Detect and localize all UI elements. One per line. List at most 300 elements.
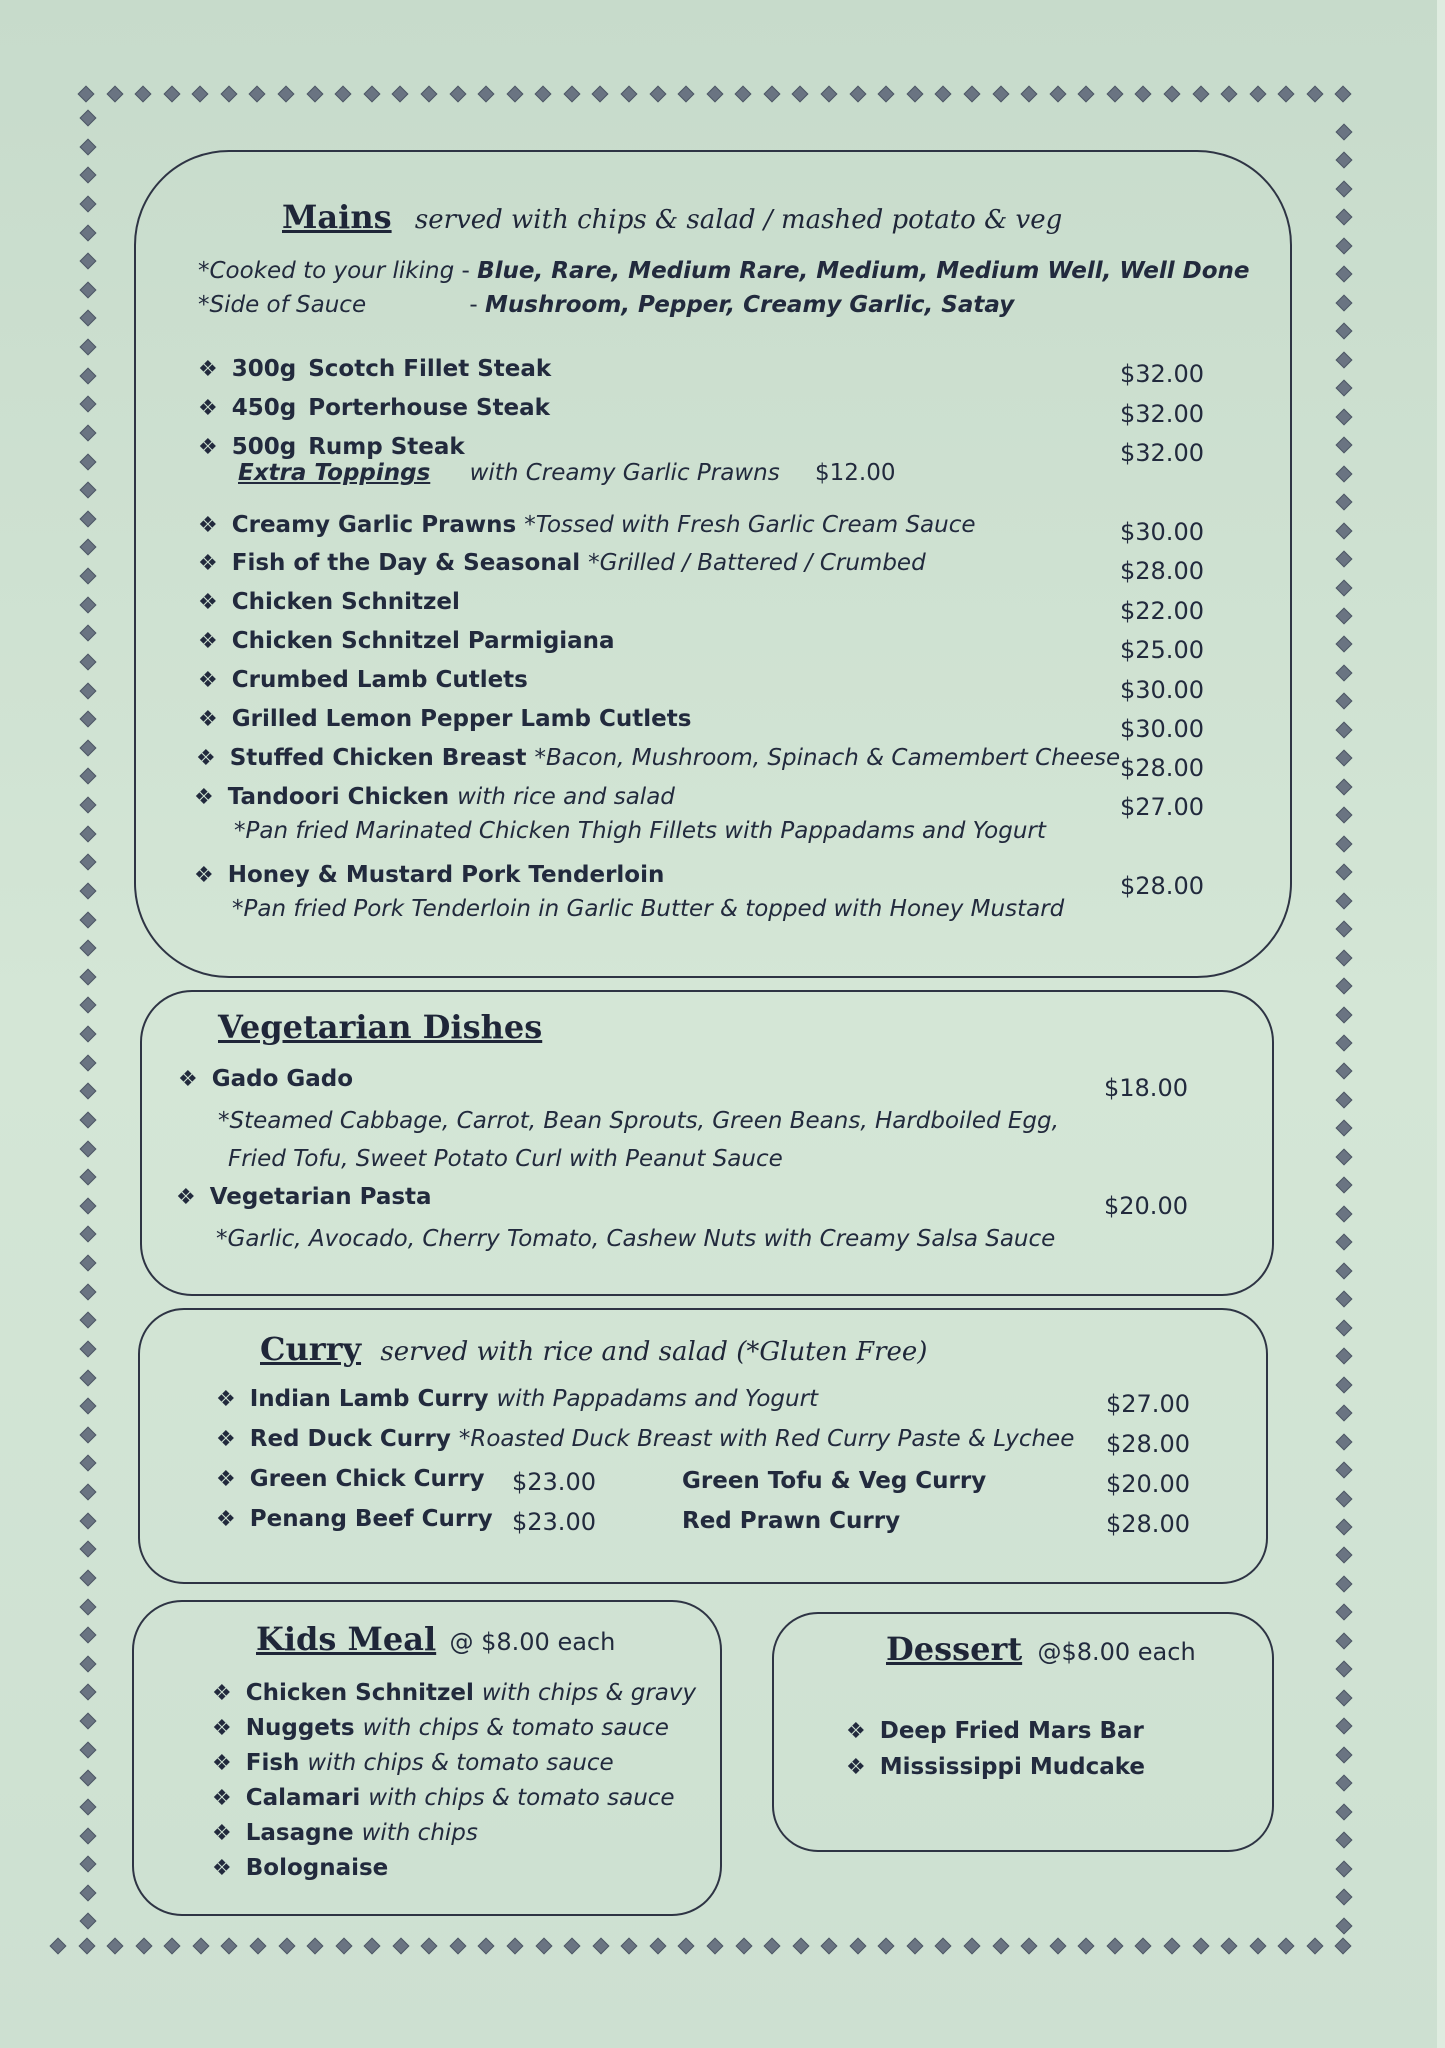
diamond-ornament <box>80 911 97 928</box>
diamond-ornament <box>80 110 97 127</box>
kids-price-note: @ $8.00 each <box>449 1628 616 1656</box>
diamond-ornament <box>335 1938 352 1955</box>
item-price: $25.00 <box>1120 636 1204 664</box>
item-name: Crumbed Lamb Cutlets <box>231 667 528 693</box>
diamond-ornament <box>592 86 609 103</box>
dessert-price-note: @$8.00 each <box>1037 1638 1196 1666</box>
item-name: Bolognaise <box>245 1855 389 1881</box>
bullet-icon: ❖ <box>198 513 218 538</box>
diamond-ornament <box>80 1197 97 1214</box>
mains-item <box>198 706 691 732</box>
kids-title: Kids Meal <box>256 1620 437 1658</box>
diamond-border-top <box>80 88 1350 100</box>
diamond-ornament <box>1336 1376 1353 1393</box>
diamond-ornament <box>163 86 180 103</box>
diamond-ornament <box>1336 1063 1353 1080</box>
item-price: $27.00 <box>1106 1390 1190 1418</box>
diamond-ornament <box>763 86 780 103</box>
diamond-ornament <box>80 339 97 356</box>
diamond-ornament <box>535 86 552 103</box>
diamond-ornament <box>1336 1462 1353 1479</box>
item-price: $23.00 <box>512 1508 596 1536</box>
diamond-ornament <box>592 1938 609 1955</box>
cooking-note-label: *Cooked to your liking <box>198 258 455 284</box>
diamond-ornament <box>1336 807 1353 824</box>
item-desc: with rice and salad <box>457 784 675 810</box>
diamond-ornament <box>80 1312 97 1329</box>
diamond-ornament <box>363 86 380 103</box>
item-weight: 300g <box>231 356 297 382</box>
item-desc: with chips & gravy <box>481 1680 697 1706</box>
diamond-ornament <box>80 1713 97 1730</box>
item-name: Honey & Mustard Pork Tenderloin <box>227 862 665 888</box>
diamond-ornament <box>1163 86 1180 103</box>
bullet-icon: ❖ <box>846 1755 866 1780</box>
diamond-ornament <box>735 1938 752 1955</box>
diamond-ornament <box>1336 949 1353 966</box>
diamond-ornament <box>392 86 409 103</box>
bullet-icon: ❖ <box>212 1786 232 1811</box>
diamond-ornament <box>1336 664 1353 681</box>
item-desc: *Bacon, Mushroom, Spinach & Camembert Cheese <box>534 745 1121 771</box>
diamond-ornament <box>80 1541 97 1558</box>
item-price-second: $20.00 <box>1106 1470 1190 1498</box>
diamond-ornament <box>1336 1234 1353 1251</box>
diamond-ornament <box>80 1884 97 1901</box>
bullet-icon: ❖ <box>212 1821 232 1846</box>
item-name: Chicken Schnitzel Parmigiana <box>231 628 615 654</box>
diamond-ornament <box>80 968 97 985</box>
extra-toppings-desc: with Creamy Garlic Prawns <box>469 460 780 486</box>
diamond-ornament <box>649 1938 666 1955</box>
mains-item <box>198 512 976 538</box>
diamond-ornament <box>80 940 97 957</box>
diamond-ornament <box>1336 1035 1353 1052</box>
diamond-ornament <box>80 310 97 327</box>
dessert-item <box>846 1754 1145 1780</box>
diamond-ornament <box>80 1398 97 1415</box>
diamond-ornament <box>80 482 97 499</box>
diamond-ornament <box>135 1938 152 1955</box>
item-name: Porterhouse Steak <box>308 395 550 421</box>
diamond-ornament <box>678 86 695 103</box>
diamond-ornament <box>1078 86 1095 103</box>
diamond-ornament <box>849 1938 866 1955</box>
item-name: Penang Beef Curry <box>249 1506 493 1532</box>
diamond-ornament <box>278 86 295 103</box>
diamond-ornament <box>1249 1938 1266 1955</box>
diamond-ornament <box>80 1140 97 1157</box>
item-name: Fish of the Day & Seasonal <box>231 550 581 576</box>
diamond-ornament <box>80 1026 97 1043</box>
diamond-ornament <box>80 1283 97 1300</box>
diamond-ornament <box>80 711 97 728</box>
bullet-icon: ❖ <box>198 590 218 615</box>
mains-item <box>198 434 465 460</box>
item-weight: 500g <box>231 434 297 460</box>
diamond-ornament <box>1336 494 1353 511</box>
diamond-ornament <box>1306 86 1323 103</box>
curry-header <box>260 1330 927 1368</box>
diamond-ornament <box>1135 1938 1152 1955</box>
diamond-ornament <box>50 1938 67 1955</box>
diamond-ornament <box>278 1938 295 1955</box>
item-price: $28.00 <box>1120 872 1204 900</box>
diamond-ornament <box>1106 1938 1123 1955</box>
diamond-ornament <box>1278 1938 1295 1955</box>
diamond-ornament <box>80 653 97 670</box>
sauce-note <box>198 292 1014 318</box>
diamond-ornament <box>80 281 97 298</box>
diamond-ornament <box>392 1938 409 1955</box>
diamond-ornament <box>1135 86 1152 103</box>
item-name: Grilled Lemon Pepper Lamb Cutlets <box>231 706 692 732</box>
dessert-item <box>846 1718 1144 1744</box>
diamond-ornament <box>1106 86 1123 103</box>
vegetarian-title: Vegetarian Dishes <box>218 1008 543 1046</box>
mains-item <box>198 395 550 421</box>
mains-item <box>198 589 460 615</box>
diamond-ornament <box>992 1938 1009 1955</box>
diamond-ornament <box>80 1484 97 1501</box>
diamond-ornament <box>80 682 97 699</box>
diamond-ornament <box>1336 1518 1353 1535</box>
diamond-ornament <box>478 86 495 103</box>
mains-item <box>194 784 675 810</box>
curry-title: Curry <box>260 1330 362 1368</box>
diamond-ornament <box>80 1827 97 1844</box>
bullet-icon: ❖ <box>196 746 216 771</box>
diamond-ornament <box>80 882 97 899</box>
item-price-second: $28.00 <box>1106 1510 1190 1538</box>
diamond-ornament <box>80 1169 97 1186</box>
diamond-ornament <box>1336 1689 1353 1706</box>
diamond-ornament <box>1336 209 1353 226</box>
diamond-ornament <box>1336 351 1353 368</box>
vegetarian-item <box>178 1066 353 1092</box>
diamond-ornament <box>1336 579 1353 596</box>
diamond-ornament <box>307 1938 324 1955</box>
mains-header <box>282 198 1062 236</box>
diamond-ornament <box>80 997 97 1014</box>
diamond-ornament <box>1336 323 1353 340</box>
diamond-ornament <box>220 86 237 103</box>
item-price: $28.00 <box>1120 754 1204 782</box>
diamond-ornament <box>1336 1262 1353 1279</box>
diamond-ornament <box>335 86 352 103</box>
diamond-ornament <box>564 1938 581 1955</box>
extra-toppings-price: $12.00 <box>815 460 896 486</box>
diamond-ornament <box>992 86 1009 103</box>
item-name: Nuggets <box>245 1715 355 1741</box>
diamond-ornament <box>1336 1091 1353 1108</box>
item-name: Stuffed Chicken Breast <box>229 745 527 771</box>
diamond-ornament <box>1336 921 1353 938</box>
pork-note: *Pan fried Pork Tenderloin in Garlic Butter & topped with Honey Mustard <box>232 896 1065 922</box>
diamond-ornament <box>1021 86 1038 103</box>
diamond-ornament <box>1336 864 1353 881</box>
diamond-ornament <box>1336 1205 1353 1222</box>
item-name: Scotch Fillet Steak <box>308 356 552 382</box>
diamond-ornament <box>1336 1120 1353 1137</box>
diamond-ornament <box>1049 86 1066 103</box>
diamond-ornament <box>1249 86 1266 103</box>
mains-item <box>198 356 551 382</box>
diamond-ornament <box>906 86 923 103</box>
diamond-ornament <box>1021 1938 1038 1955</box>
diamond-ornament <box>1336 124 1353 141</box>
diamond-ornament <box>706 1938 723 1955</box>
mains-item <box>194 862 664 888</box>
diamond-ornament <box>1336 1490 1353 1507</box>
diamond-ornament <box>1336 835 1353 852</box>
item-name: Red Duck Curry <box>249 1426 451 1452</box>
diamond-ornament <box>80 224 97 241</box>
item-price: $30.00 <box>1120 715 1204 743</box>
diamond-ornament <box>678 1938 695 1955</box>
diamond-ornament <box>306 86 323 103</box>
diamond-ornament <box>935 86 952 103</box>
mains-subtitle: served with chips & salad / mashed potato & veg <box>414 205 1063 235</box>
diamond-ornament <box>80 625 97 642</box>
vegetarian-item <box>176 1184 432 1210</box>
diamond-ornament <box>78 1938 95 1955</box>
diamond-ornament <box>1278 86 1295 103</box>
diamond-ornament <box>364 1938 381 1955</box>
item-desc: with chips & tomato sauce <box>368 1785 675 1811</box>
diamond-ornament <box>80 424 97 441</box>
item-price: $28.00 <box>1106 1430 1190 1458</box>
item-name: Mississippi Mudcake <box>879 1754 1146 1780</box>
bullet-icon: ❖ <box>212 1681 232 1706</box>
diamond-ornament <box>107 1938 124 1955</box>
diamond-ornament <box>821 1938 838 1955</box>
kids-item <box>212 1750 614 1776</box>
kids-item <box>212 1785 675 1811</box>
item-name: Indian Lamb Curry <box>249 1386 489 1412</box>
diamond-ornament <box>80 1655 97 1672</box>
diamond-ornament <box>449 1938 466 1955</box>
bullet-icon: ❖ <box>212 1716 232 1741</box>
diamond-ornament <box>535 1938 552 1955</box>
diamond-ornament <box>249 1938 266 1955</box>
sauce-note-sep: - <box>469 292 478 318</box>
diamond-ornament <box>80 195 97 212</box>
diamond-ornament <box>1336 180 1353 197</box>
diamond-ornament <box>878 86 895 103</box>
diamond-ornament <box>80 739 97 756</box>
diamond-ornament <box>80 138 97 155</box>
diamond-ornament <box>80 1083 97 1100</box>
diamond-ornament <box>80 1426 97 1443</box>
diamond-ornament <box>78 86 95 103</box>
diamond-ornament <box>192 1938 209 1955</box>
diamond-ornament <box>80 1226 97 1243</box>
diamond-ornament <box>1336 1291 1353 1308</box>
item-desc: *Garlic, Avocado, Cherry Tomato, Cashew Nuts with Creamy Salsa Sauce <box>216 1226 1056 1252</box>
diamond-ornament <box>1336 1006 1353 1023</box>
diamond-ornament <box>449 86 466 103</box>
curry-item <box>216 1506 493 1532</box>
item-price: $22.00 <box>1120 597 1204 625</box>
item-desc: with chips <box>361 1820 478 1846</box>
diamond-ornament <box>1336 1148 1353 1165</box>
diamond-ornament <box>80 768 97 785</box>
item-name: Tandoori Chicken <box>227 784 450 810</box>
bullet-icon: ❖ <box>178 1067 198 1092</box>
diamond-ornament <box>1336 266 1353 283</box>
bullet-icon: ❖ <box>194 863 214 888</box>
mains-item <box>198 628 615 654</box>
diamond-ornament <box>1336 750 1353 767</box>
diamond-ornament <box>420 86 437 103</box>
extra-toppings <box>238 460 896 486</box>
sauce-note-label: *Side of Sauce <box>198 292 367 318</box>
diamond-ornament <box>80 596 97 613</box>
diamond-ornament <box>1221 86 1238 103</box>
diamond-ornament <box>1336 1433 1353 1450</box>
item-price: $28.00 <box>1120 557 1204 585</box>
diamond-ornament <box>649 86 666 103</box>
kids-item <box>212 1680 696 1706</box>
diamond-ornament <box>563 86 580 103</box>
diamond-ornament <box>963 86 980 103</box>
diamond-ornament <box>507 1938 524 1955</box>
diamond-ornament <box>964 1938 981 1955</box>
diamond-ornament <box>1336 294 1353 311</box>
cooking-note <box>198 258 1250 284</box>
diamond-ornament <box>80 1798 97 1815</box>
diamond-ornament <box>1336 1405 1353 1422</box>
diamond-ornament <box>249 86 266 103</box>
diamond-ornament <box>80 510 97 527</box>
curry-item <box>216 1466 485 1492</box>
diamond-ornament <box>1336 1746 1353 1763</box>
diamond-border-left <box>82 112 94 1928</box>
diamond-ornament <box>1336 1547 1353 1564</box>
diamond-ornament <box>421 1938 438 1955</box>
diamond-ornament <box>1163 1938 1180 1955</box>
diamond-ornament <box>80 167 97 184</box>
diamond-ornament <box>1306 1938 1323 1955</box>
diamond-ornament <box>1336 1177 1353 1194</box>
diamond-ornament <box>80 1684 97 1701</box>
bullet-icon: ❖ <box>846 1719 866 1744</box>
diamond-ornament <box>1336 607 1353 624</box>
item-desc: with Pappadams and Yogurt <box>496 1386 819 1412</box>
item-name-second: Red Prawn Curry <box>682 1508 901 1534</box>
mains-item <box>198 550 926 576</box>
diamond-ornament <box>1336 1319 1353 1336</box>
item-name: Deep Fried Mars Bar <box>879 1718 1144 1744</box>
diamond-ornament <box>1336 636 1353 653</box>
diamond-ornament <box>1336 522 1353 539</box>
diamond-ornament <box>1336 1803 1353 1820</box>
bullet-icon: ❖ <box>216 1467 236 1492</box>
curry-item <box>216 1386 818 1412</box>
bullet-icon: ❖ <box>194 785 214 810</box>
sauce-note-value: Mushroom, Pepper, Creamy Garlic, Satay <box>485 292 1015 318</box>
bullet-icon: ❖ <box>176 1185 196 1210</box>
diamond-ornament <box>935 1938 952 1955</box>
item-name: Fish <box>245 1750 300 1776</box>
diamond-ornament <box>1192 86 1209 103</box>
diamond-ornament <box>80 1111 97 1128</box>
item-desc: *Steamed Cabbage, Carrot, Bean Sprouts, Green Beans, Hardboiled Egg, <box>218 1108 1059 1134</box>
diamond-ornament <box>1336 1917 1353 1934</box>
diamond-ornament <box>135 86 152 103</box>
diamond-ornament <box>1336 1661 1353 1678</box>
diamond-border-bottom <box>52 1940 1350 1952</box>
diamond-ornament <box>1049 1938 1066 1955</box>
bullet-icon: ❖ <box>216 1507 236 1532</box>
kids-header <box>256 1620 615 1658</box>
diamond-ornament <box>80 854 97 871</box>
bullet-icon: ❖ <box>198 629 218 654</box>
diamond-ornament <box>478 1938 495 1955</box>
diamond-ornament <box>906 1938 923 1955</box>
diamond-ornament <box>792 86 809 103</box>
kids-item <box>212 1715 669 1741</box>
diamond-ornament <box>1336 1718 1353 1735</box>
item-name: Rump Steak <box>308 434 465 460</box>
mains-item <box>198 667 528 693</box>
diamond-ornament <box>621 1938 638 1955</box>
diamond-ornament <box>80 1054 97 1071</box>
diamond-ornament <box>80 396 97 413</box>
diamond-ornament <box>80 453 97 470</box>
sheet-edge <box>1437 0 1445 2048</box>
item-desc: *Roasted Duck Breast with Red Curry Paste & Lychee <box>458 1426 1075 1452</box>
item-price: $32.00 <box>1120 439 1204 467</box>
item-name: Green Chick Curry <box>249 1466 485 1492</box>
diamond-ornament <box>1335 1938 1352 1955</box>
bullet-icon: ❖ <box>212 1751 232 1776</box>
dessert-header <box>886 1630 1196 1668</box>
bullet-icon: ❖ <box>198 707 218 732</box>
diamond-ornament <box>1221 1938 1238 1955</box>
diamond-ornament <box>849 86 866 103</box>
diamond-ornament <box>1336 1348 1353 1365</box>
item-name: Calamari <box>245 1785 361 1811</box>
item-desc: with chips & tomato sauce <box>362 1715 669 1741</box>
vegetarian-header <box>218 1008 542 1046</box>
item-name: Chicken Schnitzel <box>231 589 460 615</box>
bullet-icon: ❖ <box>216 1387 236 1412</box>
diamond-ornament <box>1336 237 1353 254</box>
mains-title: Mains <box>282 198 392 236</box>
item-desc: *Grilled / Battered / Crumbed <box>588 550 926 576</box>
item-price: $32.00 <box>1120 360 1204 388</box>
bullet-icon: ❖ <box>212 1856 232 1881</box>
item-price: $20.00 <box>1104 1192 1188 1220</box>
item-weight: 450g <box>231 395 297 421</box>
item-price: $30.00 <box>1120 518 1204 546</box>
item-desc: Fried Tofu, Sweet Potato Curl with Peanut Sauce <box>228 1146 783 1172</box>
diamond-ornament <box>1336 408 1353 425</box>
item-name: Chicken Schnitzel <box>245 1680 474 1706</box>
item-price: $32.00 <box>1120 400 1204 428</box>
diamond-ornament <box>821 86 838 103</box>
item-name: Gado Gado <box>211 1066 354 1092</box>
diamond-ornament <box>1336 465 1353 482</box>
bullet-icon: ❖ <box>198 357 218 382</box>
item-price: $27.00 <box>1120 793 1204 821</box>
diamond-ornament <box>80 1340 97 1357</box>
diamond-ornament <box>1336 693 1353 710</box>
diamond-ornament <box>80 367 97 384</box>
diamond-ornament <box>1336 437 1353 454</box>
